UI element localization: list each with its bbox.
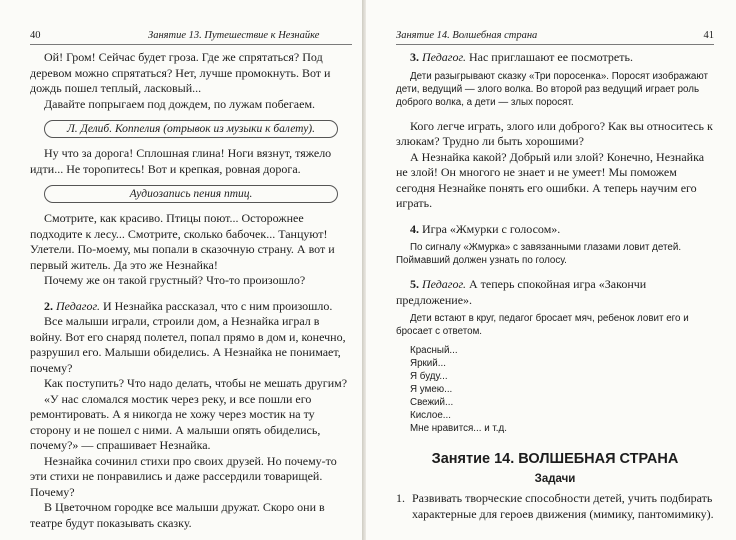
step-label: Педагог. bbox=[422, 277, 466, 291]
step-label: Педагог. bbox=[422, 50, 466, 64]
word-list bbox=[396, 344, 714, 435]
right-page-number: 41 bbox=[703, 30, 714, 41]
paragraph: В Цветочном городке все малыши дружат. Скоро они в театре будут показывать сказку. bbox=[30, 500, 325, 530]
task-item bbox=[396, 491, 714, 522]
spacer bbox=[30, 289, 352, 299]
step-number: 2. bbox=[44, 298, 53, 313]
right-page-content bbox=[396, 50, 714, 522]
left-running-header bbox=[30, 30, 352, 45]
music-note-box: Л. Делиб. Коппелия (отрывок из музыки к балету). bbox=[44, 120, 338, 138]
word-item: Красный... bbox=[410, 345, 458, 356]
tasks-heading: Задачи bbox=[534, 473, 576, 485]
paragraph: Давайте попрыгаем под дождем, по лужам побегаем. bbox=[44, 96, 316, 111]
step-5 bbox=[396, 277, 714, 308]
word-item: Кислое... bbox=[410, 410, 451, 421]
paragraph: Ой! Гром! Сейчас будет гроза. Где же спрятаться? Под деревом можно спрятаться? Нет, лучше промокнуть. Вот и дождь пошел теплый, ласковый... bbox=[30, 50, 331, 95]
paragraph: Кого легче играть, злого или доброго? Как вы относитесь к злюкам? Трудно ли быть хорошими? bbox=[396, 118, 713, 148]
step-text: Нас приглашают ее посмотреть. bbox=[468, 50, 633, 64]
spacer bbox=[396, 109, 714, 119]
instruction-note: По сигналу «Жмурка» с завязанными глазами ловит детей. Поймавший должен узнать по голосу. bbox=[396, 242, 682, 266]
paragraph: Ну что за дорога! Сплошная глина! Ноги вязнут, тяжело идти... Не торопитесь! Вот и крепкая, ровная дорога. bbox=[30, 146, 332, 176]
spacer bbox=[396, 267, 714, 277]
step-number: 4. bbox=[410, 221, 419, 236]
word-item: Свежий... bbox=[410, 397, 454, 408]
paragraph: А Незнайка какой? Добрый или злой? Конечно, Незнайка не злой! Он многого не знает и не умеет! Мы поможем сегодня Незнайке понять его ошибки. А теперь научим его играть. bbox=[396, 149, 705, 210]
word-item: Мне нравится... и т.д. bbox=[410, 423, 507, 434]
paragraph: Как поступить? Что надо делать, чтобы не мешать другим? bbox=[44, 376, 348, 390]
left-header-title: Занятие 13. Путешествие к Незнайке bbox=[148, 30, 320, 41]
left-page-content bbox=[30, 50, 352, 531]
step-label: Педагог. bbox=[56, 298, 100, 313]
word-item: Я буду... bbox=[410, 371, 448, 382]
step-text: Игра «Жмурки с голосом». bbox=[422, 221, 561, 236]
step-number: 5. bbox=[410, 277, 419, 291]
step-number: 3. bbox=[410, 50, 419, 64]
paragraph: Все малыши играли, строили дом, а Незнайка играл в войну. Вот его снаряд полетел, попал прямо в дом и, конечно, разрушил его. Малыши обиделись. А Незнайка не понимает, почему? bbox=[30, 314, 346, 375]
right-header-title: Занятие 14. Волшебная страна bbox=[396, 30, 538, 41]
step-text: А теперь спокойная игра «Закончи предложение». bbox=[396, 277, 647, 307]
step-text: И Незнайка рассказал, что с ним произошло. bbox=[102, 298, 333, 313]
step-2 bbox=[30, 299, 352, 315]
spacer bbox=[396, 212, 714, 222]
word-item: Я умею... bbox=[410, 384, 453, 395]
task-text: Развивать творческие способности детей, учить подбирать характерные для героев движения (мимику, пантомимику). bbox=[412, 491, 714, 521]
task-number: 1. bbox=[396, 491, 405, 505]
paragraph: Незнайка сочинил стихи про своих друзей. Но почему-то эти стихи не понравились и даже рассердили товарищей. Почему? bbox=[30, 453, 337, 499]
paragraph: «У нас сломался мостик через реку, и все пошли его ремонтировать. А я никогда не хожу через мостик на ту сторону и не пошел с ними. А малыши опять обиделись, почему?» — спрашивает Незнайка. bbox=[30, 391, 321, 452]
section-title: Занятие 14. ВОЛШЕБНАЯ СТРАНА bbox=[431, 451, 679, 467]
left-page bbox=[0, 0, 363, 540]
audio-note-box: Аудиозапись пения птиц. bbox=[44, 185, 338, 203]
instruction-note: Дети разыгрывают сказку «Три поросенка». Поросят изображают дети, ведущий — злого волка. Во второй раз ведущий играет роль доброго волка, а дети — злых поросят. bbox=[396, 70, 708, 108]
right-running-header bbox=[396, 30, 714, 45]
paragraph: Смотрите, как красиво. Птицы поют... Осторожнее подходите к лесу... Смотрите, сколько бабочек... Танцуют! Улетели. По-моему, мы попали в сказочную страну. А вот и первый житель. Да это же Незнайка! bbox=[30, 211, 335, 272]
left-page-number: 40 bbox=[30, 30, 41, 41]
word-item: Яркий... bbox=[410, 358, 446, 369]
instruction-note: Дети встают в круг, педагог бросает мяч, ребенок ловит его и бросает с ответом. bbox=[396, 313, 689, 337]
step-3 bbox=[396, 50, 714, 66]
paragraph: Почему же он такой грустный? Что-то произошло? bbox=[44, 273, 306, 287]
step-4 bbox=[396, 222, 714, 238]
right-page bbox=[366, 0, 736, 540]
